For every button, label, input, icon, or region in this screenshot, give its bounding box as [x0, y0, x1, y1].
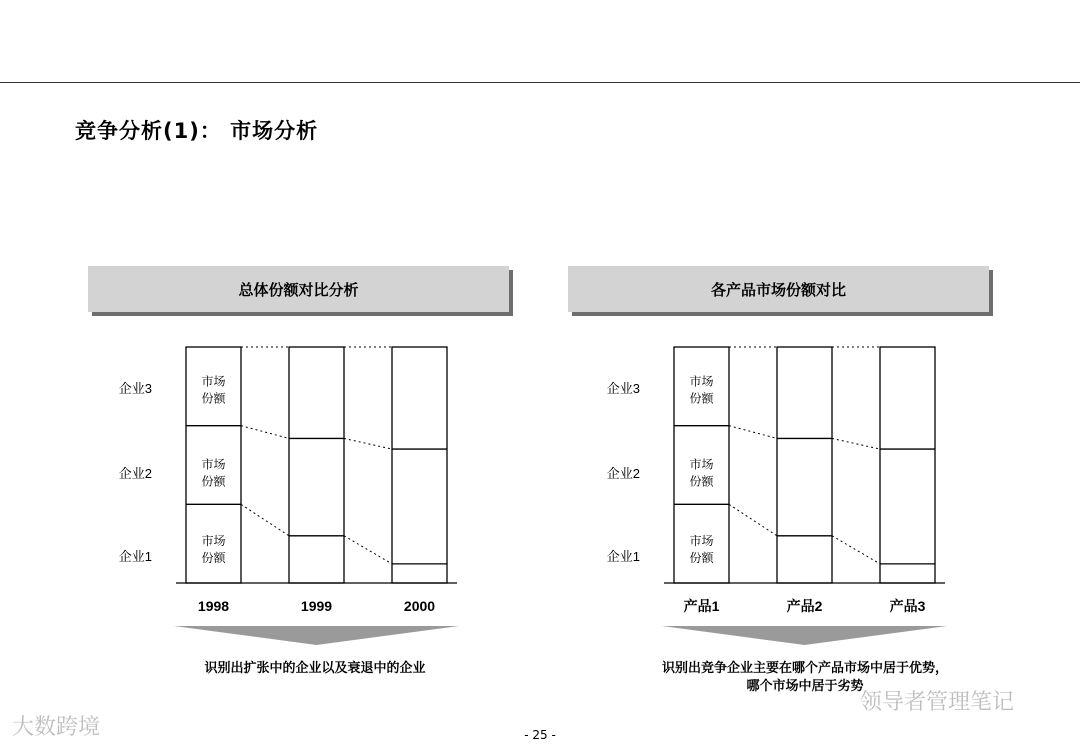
left-column-label-2: 1999: [300, 598, 333, 614]
left-cell-label-3-line1: 市场: [201, 374, 226, 389]
right-column-label-1: 产品1: [683, 598, 720, 614]
left-cell-label-1-line1: 市场: [201, 534, 226, 548]
right-column-label-2: 产品2: [786, 598, 823, 614]
left-column-label-1: 1998: [197, 598, 230, 614]
left-row-label-2: 企业2: [118, 466, 152, 481]
left-cell-label-3-line2: 份额: [201, 391, 226, 406]
left-row-label-1: 企业1: [118, 549, 152, 564]
left-connector-lower-1: [241, 504, 289, 535]
right-cell-label-1-line1: 市场: [689, 534, 714, 548]
right-cell-label-2-line2: 份额: [689, 474, 714, 489]
right-connector-upper-2: [832, 438, 880, 449]
watermark-right: 领导者管理笔记: [860, 690, 1015, 715]
left-summary-arrow: [174, 626, 459, 645]
right-column-label-3: 产品3: [889, 598, 926, 614]
right-row-label-1: 企业1: [606, 549, 640, 564]
right-panel-header-text: 各产品市场份额对比: [710, 280, 846, 299]
right-connector-lower-2: [832, 536, 880, 564]
page-number: - 25 -: [524, 728, 556, 742]
left-connector-upper-1: [241, 426, 289, 439]
right-row-label-3: 企业3: [606, 381, 640, 396]
right-column-3: [880, 347, 935, 583]
right-row-label-2: 企业2: [606, 466, 640, 481]
watermark-left: 大数跨境: [12, 715, 101, 740]
left-row-label-3: 企业3: [118, 381, 152, 396]
left-panel-header-text: 总体份额对比分析: [238, 280, 359, 299]
right-cell-label-3-line2: 份额: [689, 391, 714, 406]
right-caption-line1: 识别出竞争企业主要在哪个产品市场中居于优势，: [661, 661, 948, 676]
left-cell-label-2-line1: 市场: [201, 457, 226, 472]
right-connector-upper-1: [729, 426, 777, 439]
left-column-2: [289, 347, 344, 583]
right-connector-lower-1: [729, 504, 777, 535]
right-cell-label-1-line2: 份额: [689, 551, 714, 565]
left-cell-label-2-line2: 份额: [201, 474, 226, 489]
left-caption: [130, 660, 500, 678]
left-column-3: [392, 347, 447, 583]
left-column-label-3: 2000: [403, 598, 436, 614]
left-connector-lower-2: [344, 536, 392, 564]
right-column-2: [777, 347, 832, 583]
left-cell-label-1-line2: 份额: [201, 551, 226, 565]
right-cell-label-2-line1: 市场: [689, 457, 714, 472]
left-caption-line1: 识别出扩张中的企业以及衰退中的企业: [204, 661, 426, 676]
page-title: 竞争分析(1)： 市场分析: [75, 119, 319, 143]
left-connector-upper-2: [344, 438, 392, 449]
right-cell-label-3-line1: 市场: [689, 374, 714, 389]
right-summary-arrow: [662, 626, 947, 645]
right-caption-line2: 哪个市场中居于劣势: [746, 679, 864, 694]
